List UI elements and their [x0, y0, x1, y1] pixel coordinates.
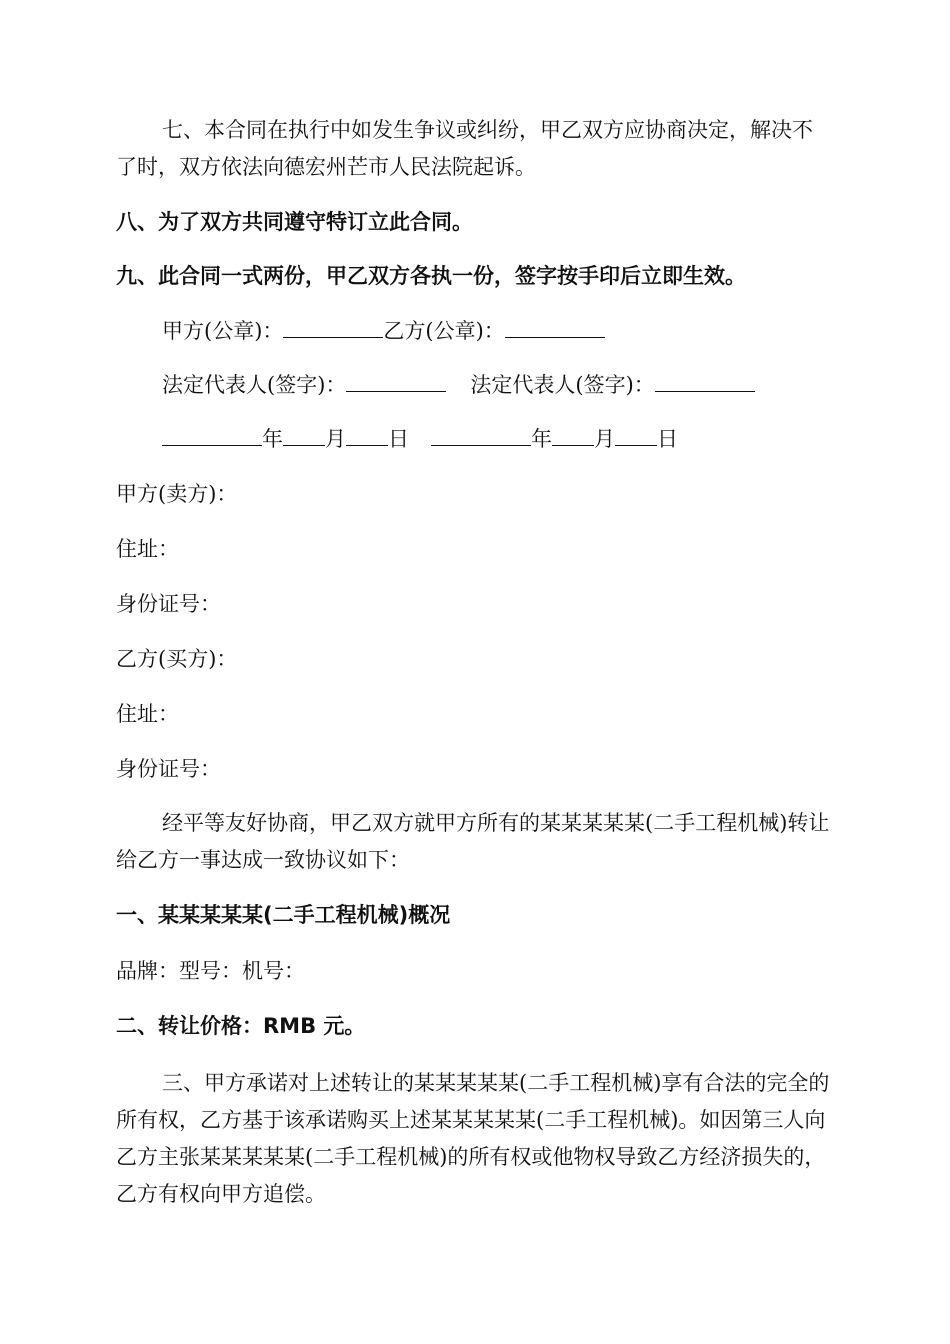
legal-rep-b-label: 法定代表人(签字)：	[470, 373, 655, 397]
date-b-month-blank	[552, 421, 594, 446]
clause-7: 七、本合同在执行中如发生争议或纠纷，甲乙双方应协商决定，解决不了时，双方依法向德宏州芒市人民法院起诉。	[116, 118, 813, 179]
date-line	[162, 421, 678, 458]
date-a-day: 日	[388, 427, 409, 451]
legal-rep-line	[162, 367, 755, 404]
party-b-address: 住址：	[116, 702, 179, 726]
clause-3: 三、甲方承诺对上述转让的某某某某某(二手工程机械)享有合法的完全的所有权，乙方基于该承诺购买上述某某某某某(二手工程机械)。如因第三人向乙方主张某某某某某(二手工程机械)的所有权或他物权导致乙方经济损失的，乙方有权向甲方追偿。	[116, 1071, 830, 1206]
legal-rep-b-blank	[655, 367, 755, 392]
party-a-label: 甲方(卖方)：	[116, 482, 238, 506]
legal-rep-a-blank	[346, 367, 446, 392]
party-b-seal-blank	[505, 313, 605, 338]
date-a-month-blank	[283, 421, 325, 446]
date-b-month: 月	[594, 427, 615, 451]
date-b-year-blank	[431, 421, 531, 446]
party-a-id: 身份证号：	[116, 592, 221, 616]
date-b-year: 年	[531, 427, 552, 451]
intro-paragraph: 经平等友好协商，甲乙双方就甲方所有的某某某某某(二手工程机械)转让给乙方一事达成一致协议如下：	[116, 811, 830, 872]
date-b-day-blank	[615, 421, 657, 446]
clause-9: 九、此合同一式两份，甲乙双方各执一份，签字按手印后立即生效。	[116, 264, 746, 288]
party-a-seal-label: 甲方(公章)：	[162, 319, 284, 343]
party-b-seal-label: 乙方(公章)：	[383, 319, 505, 343]
date-a-day-blank	[346, 421, 388, 446]
section-2-title: 二、转让价格：RMB 元。	[116, 1014, 366, 1038]
date-b-day: 日	[657, 427, 678, 451]
party-a-seal-blank	[283, 313, 383, 338]
section-1-title: 一、某某某某某(二手工程机械)概况	[116, 903, 451, 927]
party-a-address: 住址：	[116, 537, 179, 561]
date-a-year-blank	[162, 421, 262, 446]
date-a-year: 年	[262, 427, 283, 451]
legal-rep-a-label: 法定代表人(签字)：	[162, 373, 347, 397]
seal-line	[162, 313, 605, 350]
clause-8: 八、为了双方共同遵守特订立此合同。	[116, 210, 473, 234]
party-b-id: 身份证号：	[116, 757, 221, 781]
party-b-label: 乙方(买方)：	[116, 647, 238, 671]
date-a-month: 月	[325, 427, 346, 451]
brand-model-line: 品牌：型号：机号：	[116, 959, 305, 983]
